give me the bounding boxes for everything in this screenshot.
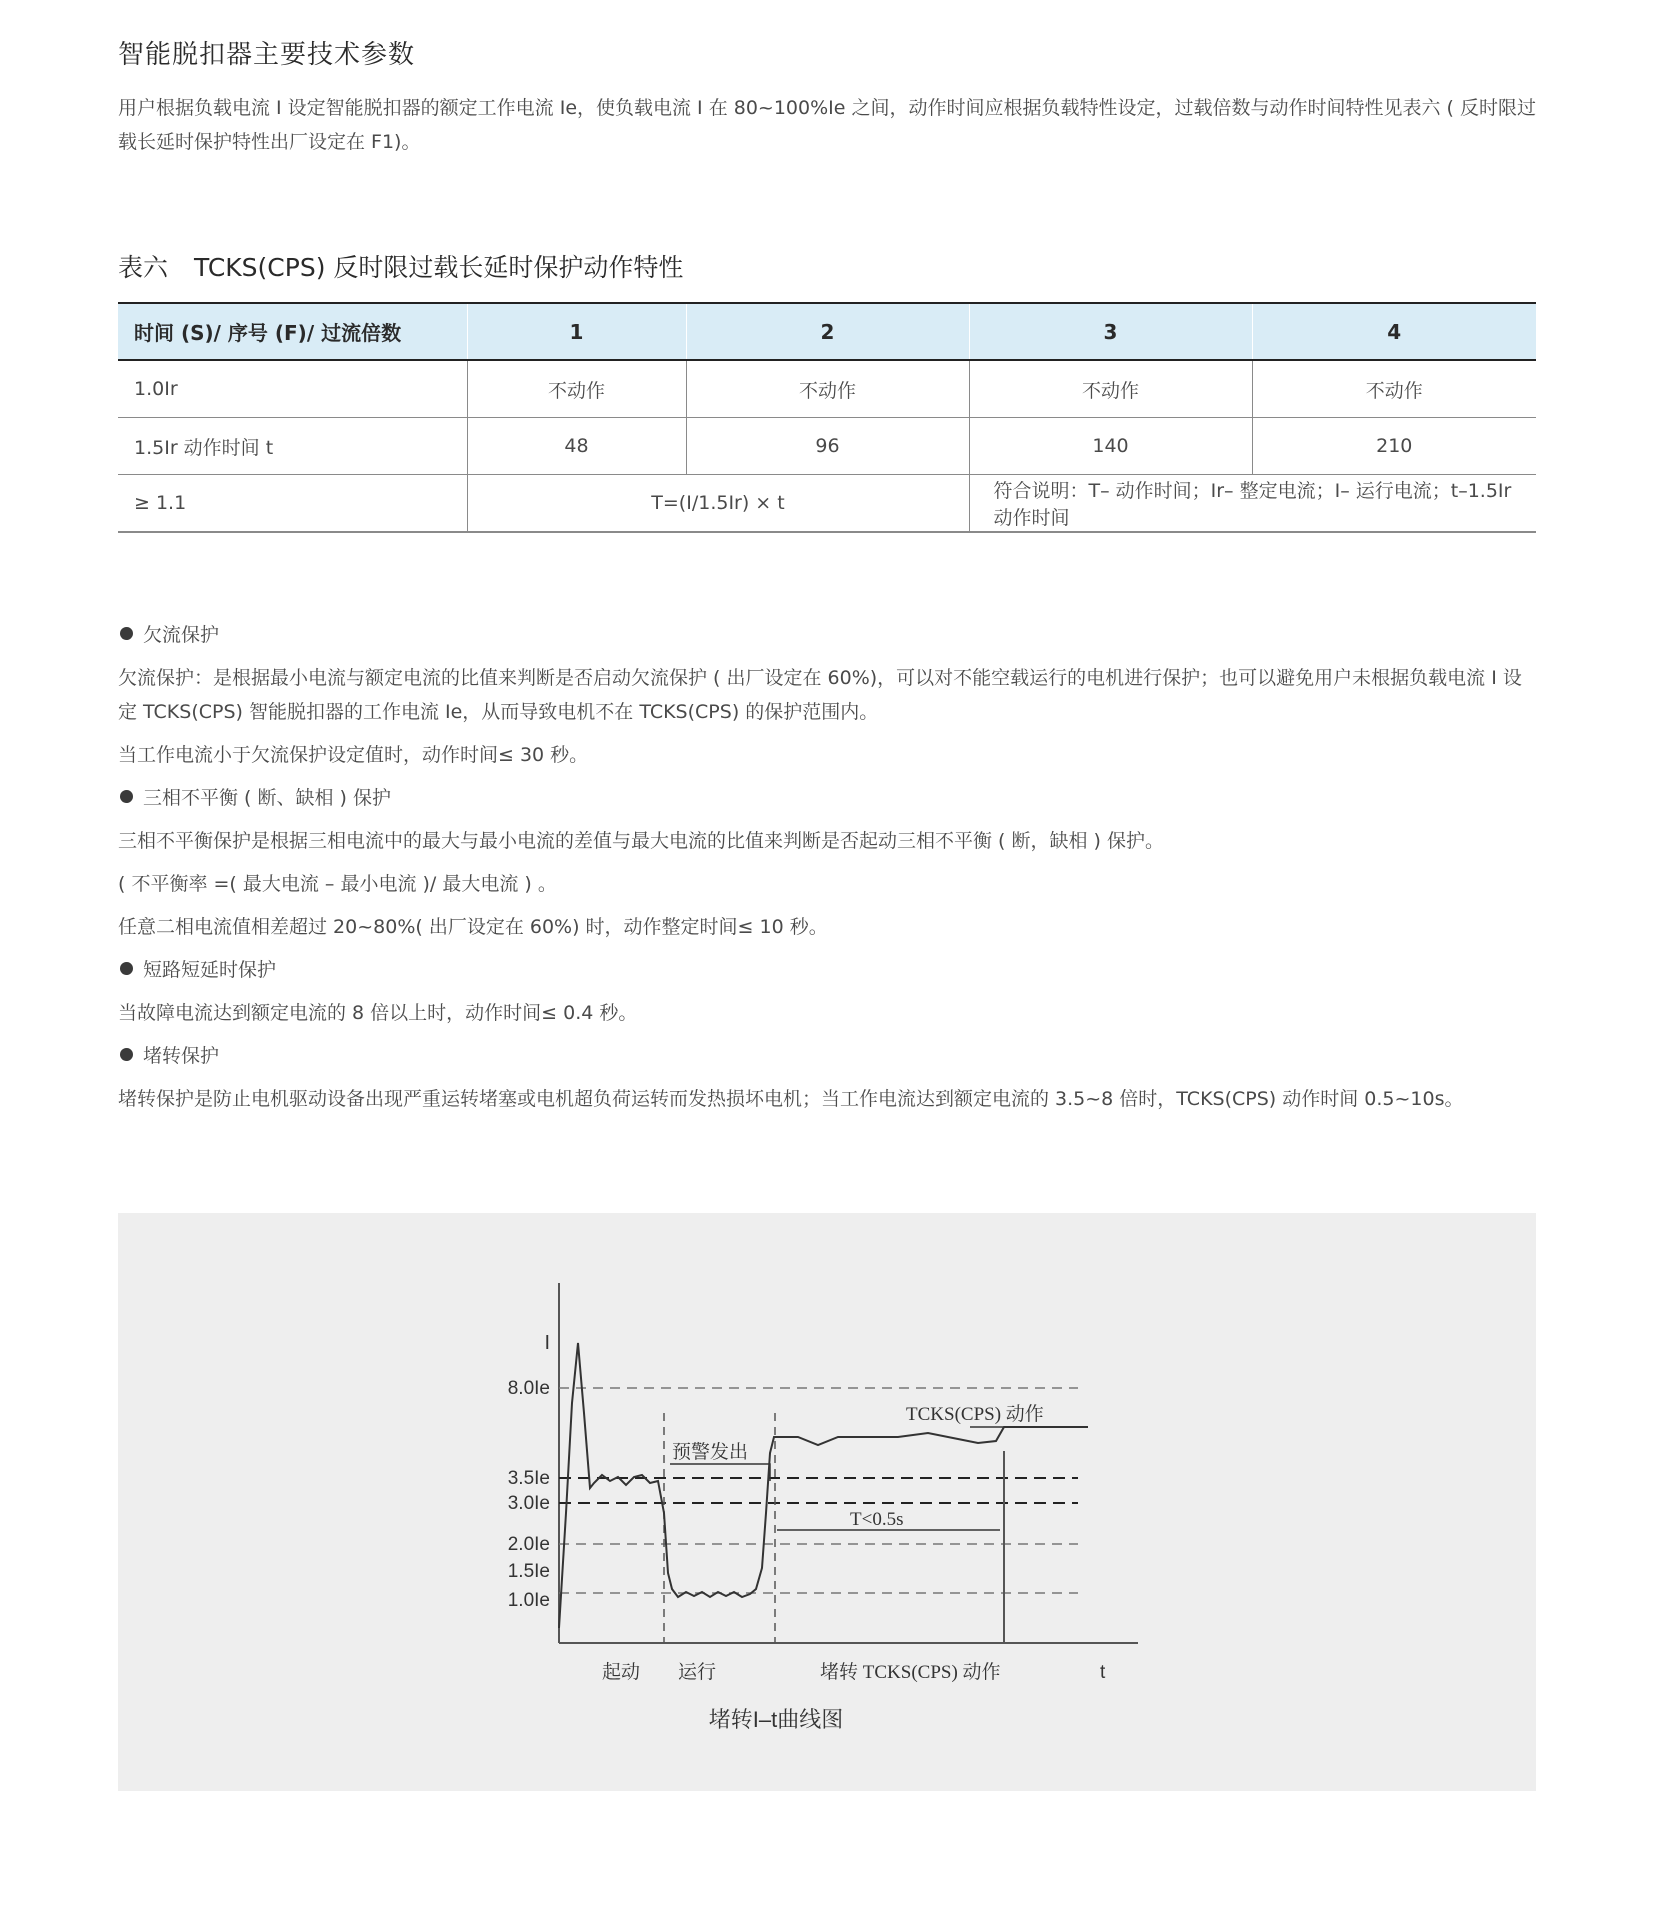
- underload-paragraph: 欠流保护：是根据最小电流与额定电流的比值来判断是否启动欠流保护 ( 出厂设定在 60%)，可以对不能空载运行的电机进行保护；也可以避免用户未根据负载电流 I 设定 TCKS(CPS) 智能脱扣器的工作电流 Ie，从而导致电机不在 TCKS(CPS) 的保护范围内。: [118, 667, 1522, 723]
- x-phase-stall-label: 堵转 TCKS(CPS) 动作: [820, 1662, 1001, 1683]
- table-cell: ≥ 1.1: [118, 475, 467, 533]
- y-tick-label: 8.0Ie: [507, 1378, 550, 1399]
- table-cell: 140: [969, 418, 1252, 475]
- table-cell: 不动作: [969, 360, 1252, 418]
- stall-curve-diagram: [118, 1213, 1536, 1791]
- table-row: [118, 418, 1536, 475]
- stall-paragraph: 堵转保护是防止电机驱动设备出现严重运转堵塞或电机超负荷运转而发热损坏电机；当工作电流达到额定电流的 3.5~8 倍时，TCKS(CPS) 动作时间 0.5~10s。: [118, 1088, 1464, 1110]
- y-tick-label: 3.0Ie: [507, 1493, 550, 1514]
- warning-label: 预警发出: [672, 1442, 749, 1463]
- figure-caption: 堵转I–t曲线图: [708, 1707, 844, 1732]
- x-phase-run-label: 运行: [678, 1662, 717, 1683]
- section-heading-unbalance: 三相不平衡 ( 断、缺相 ) 保护: [118, 781, 1536, 815]
- unbalance-formula-paragraph: ( 不平衡率 =( 最大电流 – 最小电流 )/ 最大电流 ) 。: [118, 873, 557, 895]
- header-cell: 3: [969, 303, 1252, 360]
- unbalance-time-paragraph: 任意二相电流值相差超过 20~80%( 出厂设定在 60%) 时，动作整定时间≤ 10 秒。: [118, 916, 828, 938]
- table-cell: 1.0Ir: [118, 360, 467, 418]
- short-circuit-paragraph: 当故障电流达到额定电流的 8 倍以上时，动作时间≤ 0.4 秒。: [118, 1002, 638, 1024]
- current-curve: [559, 1343, 1088, 1628]
- table-caption-title: TCKS(CPS) 反时限过载长延时保护动作特性: [194, 253, 684, 282]
- intro-paragraph: 用户根据负载电流 I 设定智能脱扣器的额定工作电流 Ie，使负载电流 I 在 80~100%Ie 之间，动作时间应根据负载特性设定，过载倍数与动作时间特性见表六 ( 反时限过载长延时保护特性出厂设定在 F1)。: [118, 97, 1536, 153]
- section-heading-underload: 欠流保护: [118, 618, 1536, 652]
- formula-cell: T=(I/1.5Ir) × t: [467, 475, 969, 533]
- table-cell: 48: [467, 418, 686, 475]
- section-heading-stall: 堵转保护: [118, 1039, 1536, 1073]
- legend-note-cell: 符合说明：T– 动作时间；Ir– 整定电流；I– 运行电流；t–1.5Ir 动作时间: [969, 475, 1536, 533]
- table-cell: 96: [686, 418, 969, 475]
- delay-label: T<0.5s: [850, 1509, 904, 1530]
- table-caption: [118, 248, 683, 284]
- x-phase-start-label: 起动: [602, 1662, 641, 1683]
- unbalance-paragraph: 三相不平衡保护是根据三相电流中的最大与最小电流的差值与最大电流的比值来判断是否起动三相不平衡 ( 断，缺相 ) 保护。: [118, 830, 1164, 852]
- section-heading-short-circuit: 短路短延时保护: [118, 953, 1536, 987]
- protection-characteristics-table: [118, 302, 1536, 533]
- table-cell: 不动作: [1252, 360, 1536, 418]
- stall-curve-figure: [118, 1213, 1536, 1791]
- table-cell: 210: [1252, 418, 1536, 475]
- header-cell: 1: [467, 303, 686, 360]
- header-cell: 2: [686, 303, 969, 360]
- bullet-icon: [120, 1048, 133, 1061]
- table-cell: 不动作: [686, 360, 969, 418]
- action-label: TCKS(CPS) 动作: [906, 1404, 1044, 1425]
- y-tick-label: 1.0Ie: [507, 1590, 550, 1611]
- underload-time-paragraph: 当工作电流小于欠流保护设定值时，动作时间≤ 30 秒。: [118, 744, 589, 766]
- table-caption-prefix: 表六: [118, 253, 169, 282]
- section-title: 智能脱扣器主要技术参数: [118, 40, 416, 70]
- y-tick-label: 3.5Ie: [507, 1468, 550, 1489]
- bullet-icon: [120, 790, 133, 803]
- header-cell: 4: [1252, 303, 1536, 360]
- bullet-icon: [120, 962, 133, 975]
- table-cell: 1.5Ir 动作时间 t: [118, 418, 467, 475]
- table-header-row: [118, 303, 1536, 360]
- table-row: [118, 360, 1536, 418]
- bullet-icon: [120, 627, 133, 640]
- protection-sections: [118, 618, 1536, 1125]
- y-tick-label: 1.5Ie: [507, 1561, 550, 1582]
- y-tick-label: 2.0Ie: [507, 1534, 550, 1555]
- table-row: [118, 475, 1536, 533]
- header-cell: 时间 (S)/ 序号 (F)/ 过流倍数: [118, 303, 467, 360]
- x-axis-label: t: [1100, 1662, 1106, 1683]
- table-cell: 不动作: [467, 360, 686, 418]
- y-axis-label: I: [544, 1332, 550, 1354]
